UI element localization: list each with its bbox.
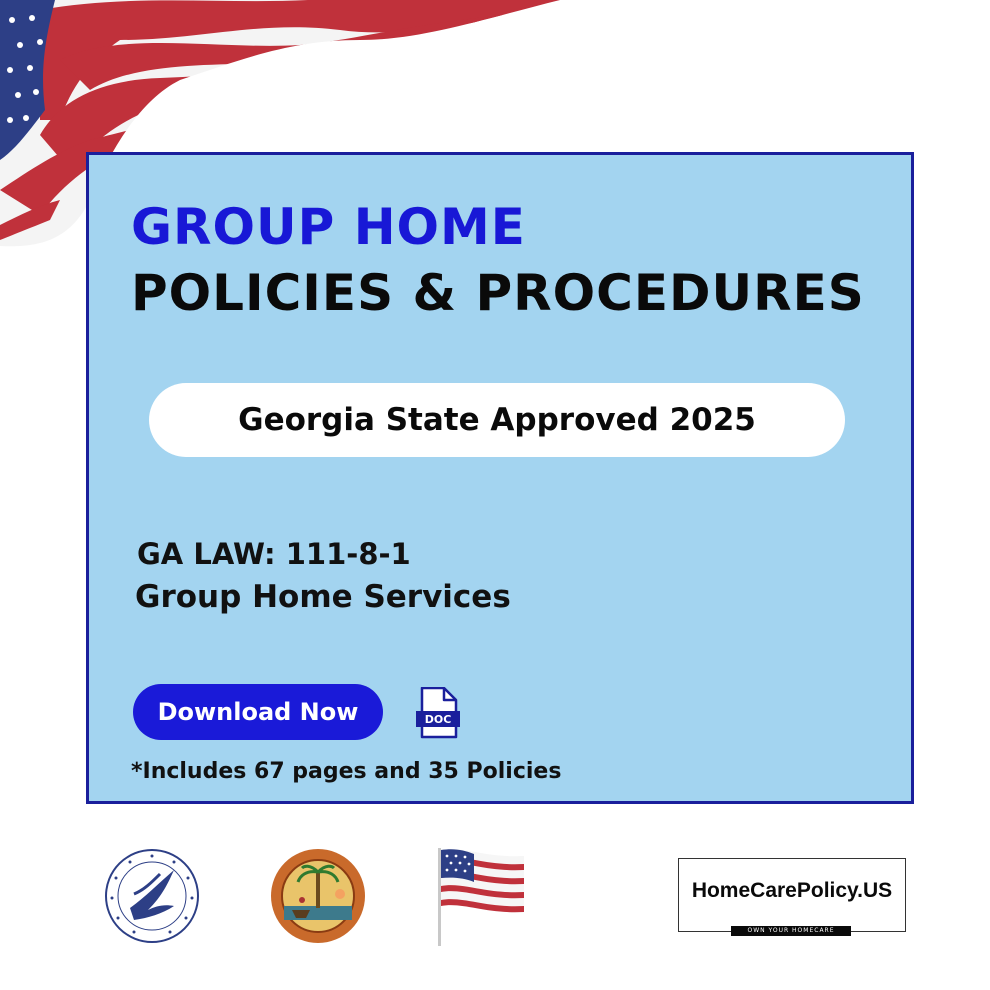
brand-tagline: OWN YOUR HOMECARE	[731, 926, 851, 936]
brand-logo	[678, 858, 906, 932]
brand-name: HomeCarePolicy.US	[691, 879, 893, 902]
doc-file-icon[interactable]	[414, 687, 462, 739]
us-flag-icon	[434, 846, 530, 946]
doc-icon-label: DOC	[424, 713, 452, 726]
state-seal-icon	[270, 848, 366, 944]
product-card	[86, 152, 914, 804]
includes-note: *Includes 67 pages and 35 Policies	[131, 759, 562, 784]
service-name: Group Home Services	[135, 579, 511, 615]
approval-badge	[149, 383, 845, 457]
download-now-button[interactable]: Download Now	[133, 684, 383, 740]
law-code: GA LAW: 111-8-1	[137, 537, 411, 571]
title-policies-procedures: POLICIES & PROCEDURES	[131, 264, 865, 322]
approval-badge-text: Georgia State Approved 2025	[238, 402, 756, 438]
title-group-home: GROUP HOME	[131, 198, 526, 256]
hhs-seal-icon	[104, 848, 200, 944]
